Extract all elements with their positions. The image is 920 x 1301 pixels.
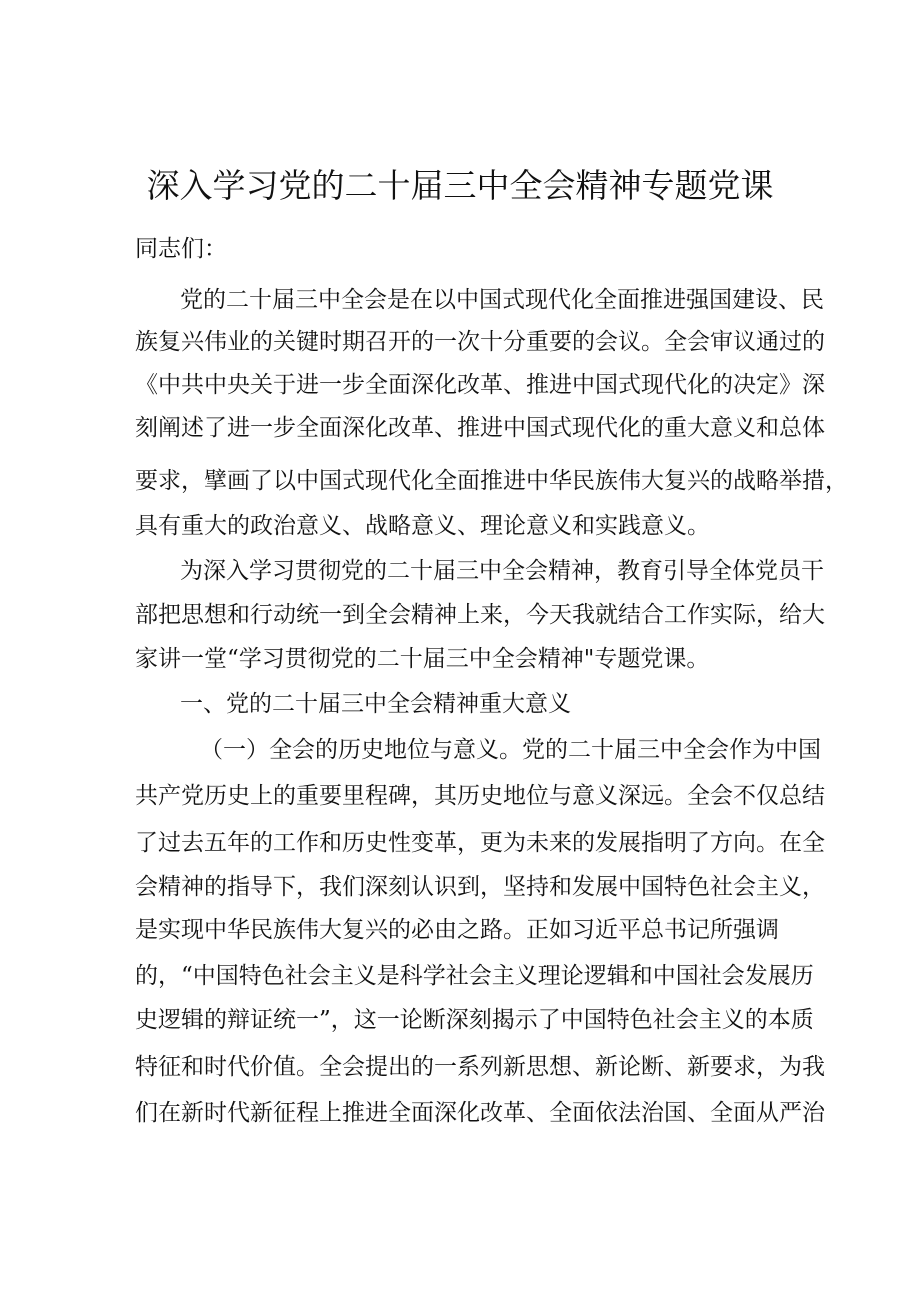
- subsection-line-8: 特征和时代价值。全会提出的一系列新思想、新论断、新要求，为我: [135, 1054, 825, 1080]
- subsection-line-2: 共产党历史上的重要里程碑，其历史地位与意义深远。全会不仅总结: [135, 783, 825, 809]
- document-title: 深入学习党的二十届三中全会精神专题党课: [146, 166, 774, 205]
- subsection-line-4: 会精神的指导下，我们深刻认识到，坚持和发展中国特色社会主义，: [135, 874, 825, 900]
- subsection-line-5: 是实现中华民族伟大复兴的必由之路。正如习近平总书记所强调: [135, 917, 779, 943]
- subsection-line-9: 们在新时代新征程上推进全面深化改革、全面依法治国、全面从严治: [135, 1100, 825, 1126]
- salutation: 同志们：: [135, 236, 227, 262]
- paragraph-2-line-2: 部把思想和行动统一到全会精神上来，今天我就结合工作实际，给大: [135, 602, 825, 628]
- subsection-line-1: （一）全会的历史地位与意义。党的二十届三中全会作为中国: [200, 737, 821, 763]
- subsection-line-7: 史逻辑的辩证统一”，这一论断深刻揭示了中国特色社会主义的本质: [135, 1007, 814, 1033]
- paragraph-2-line-3: 家讲一堂“学习贯彻党的二十届三中全会精神"专题党课。: [135, 646, 710, 672]
- paragraph-1-line-1: 党的二十届三中全会是在以中国式现代化全面推进强国建设、民: [180, 287, 824, 313]
- subsection-line-6: 的，“中国特色社会主义是科学社会主义理论逻辑和中国社会发展历: [135, 963, 814, 989]
- paragraph-1-line-4: 刻阐述了进一步全面深化改革、推进中国式现代化的重大意义和总体: [135, 415, 825, 441]
- section-heading: 一、党的二十届三中全会精神重大意义: [180, 691, 571, 717]
- subsection-line-3: 了过去五年的工作和历史性变革，更为未来的发展指明了方向。在全: [135, 830, 825, 856]
- paragraph-1-line-2: 族复兴伟业的关键时期召开的一次十分重要的会议。全会审议通过的: [135, 329, 825, 355]
- paragraph-2-line-1: 为深入学习贯彻党的二十届三中全会精神，教育引导全体党员干: [180, 558, 824, 584]
- paragraph-1-line-5: 要求，擘画了以中国式现代化全面推进中华民族伟大复兴的战略举措，: [135, 468, 848, 494]
- paragraph-1-line-6: 具有重大的政治意义、战略意义、理论意义和实践意义。: [135, 513, 710, 539]
- paragraph-1-line-3: 《中共中央关于进一步全面深化改革、推进中国式现代化的决定》深: [135, 372, 825, 398]
